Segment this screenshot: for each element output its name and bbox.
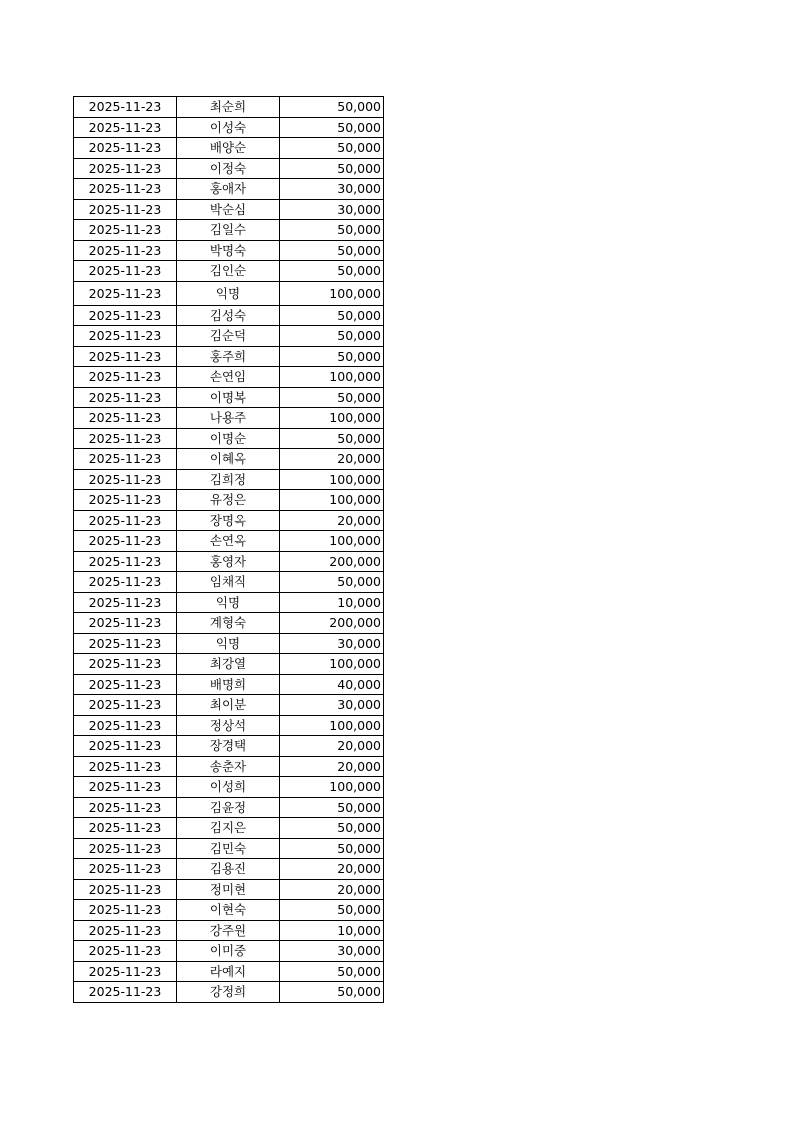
- amount-cell: 20,000: [280, 736, 384, 757]
- table-row: [74, 117, 384, 138]
- date-cell: 2025-11-23: [74, 572, 177, 593]
- amount-cell: 50,000: [280, 305, 384, 326]
- table-row: [74, 240, 384, 261]
- name-cell: 이미중: [177, 941, 280, 962]
- amount-cell: 50,000: [280, 961, 384, 982]
- name-cell: 이성숙: [177, 117, 280, 138]
- name-cell: 라예지: [177, 961, 280, 982]
- date-cell: 2025-11-23: [74, 941, 177, 962]
- amount-cell: 50,000: [280, 261, 384, 282]
- amount-cell: 30,000: [280, 179, 384, 200]
- name-cell: 김희정: [177, 469, 280, 490]
- amount-cell: 20,000: [280, 510, 384, 531]
- table-row: [74, 674, 384, 695]
- name-cell: 익명: [177, 592, 280, 613]
- date-cell: 2025-11-23: [74, 982, 177, 1003]
- name-cell: 김윤정: [177, 797, 280, 818]
- date-cell: 2025-11-23: [74, 117, 177, 138]
- date-cell: 2025-11-23: [74, 367, 177, 388]
- name-cell: 박순심: [177, 199, 280, 220]
- name-cell: 이명복: [177, 387, 280, 408]
- name-cell: 김순덕: [177, 326, 280, 347]
- amount-cell: 50,000: [280, 158, 384, 179]
- donation-table: [73, 96, 384, 1003]
- amount-cell: 40,000: [280, 674, 384, 695]
- name-cell: 이현숙: [177, 900, 280, 921]
- amount-cell: 100,000: [280, 281, 384, 305]
- date-cell: 2025-11-23: [74, 97, 177, 118]
- date-cell: 2025-11-23: [74, 199, 177, 220]
- amount-cell: 200,000: [280, 613, 384, 634]
- amount-cell: 100,000: [280, 531, 384, 552]
- date-cell: 2025-11-23: [74, 961, 177, 982]
- amount-cell: 30,000: [280, 941, 384, 962]
- amount-cell: 50,000: [280, 838, 384, 859]
- name-cell: 배양순: [177, 138, 280, 159]
- date-cell: 2025-11-23: [74, 138, 177, 159]
- amount-cell: 30,000: [280, 695, 384, 716]
- table-row: [74, 592, 384, 613]
- amount-cell: 200,000: [280, 551, 384, 572]
- name-cell: 홍영자: [177, 551, 280, 572]
- table-row: [74, 158, 384, 179]
- name-cell: 계형숙: [177, 613, 280, 634]
- table-row: [74, 469, 384, 490]
- amount-cell: 50,000: [280, 117, 384, 138]
- table-body: [74, 97, 384, 1003]
- table-row: [74, 179, 384, 200]
- amount-cell: 20,000: [280, 879, 384, 900]
- date-cell: 2025-11-23: [74, 220, 177, 241]
- table-row: [74, 531, 384, 552]
- date-cell: 2025-11-23: [74, 531, 177, 552]
- date-cell: 2025-11-23: [74, 305, 177, 326]
- date-cell: 2025-11-23: [74, 326, 177, 347]
- date-cell: 2025-11-23: [74, 158, 177, 179]
- table-row: [74, 367, 384, 388]
- name-cell: 정미현: [177, 879, 280, 900]
- date-cell: 2025-11-23: [74, 797, 177, 818]
- amount-cell: 50,000: [280, 797, 384, 818]
- name-cell: 최이분: [177, 695, 280, 716]
- table-row: [74, 305, 384, 326]
- amount-cell: 100,000: [280, 654, 384, 675]
- name-cell: 최강열: [177, 654, 280, 675]
- date-cell: 2025-11-23: [74, 736, 177, 757]
- table-row: [74, 408, 384, 429]
- date-cell: 2025-11-23: [74, 179, 177, 200]
- date-cell: 2025-11-23: [74, 510, 177, 531]
- date-cell: 2025-11-23: [74, 449, 177, 470]
- date-cell: 2025-11-23: [74, 879, 177, 900]
- table-row: [74, 261, 384, 282]
- date-cell: 2025-11-23: [74, 777, 177, 798]
- name-cell: 익명: [177, 281, 280, 305]
- table-row: [74, 613, 384, 634]
- amount-cell: 50,000: [280, 387, 384, 408]
- amount-cell: 10,000: [280, 920, 384, 941]
- table-row: [74, 859, 384, 880]
- table-row: [74, 551, 384, 572]
- table-row: [74, 777, 384, 798]
- amount-cell: 20,000: [280, 756, 384, 777]
- table-row: [74, 490, 384, 511]
- date-cell: 2025-11-23: [74, 838, 177, 859]
- table-row: [74, 736, 384, 757]
- amount-cell: 100,000: [280, 490, 384, 511]
- name-cell: 장경택: [177, 736, 280, 757]
- table-row: [74, 387, 384, 408]
- date-cell: 2025-11-23: [74, 281, 177, 305]
- amount-cell: 30,000: [280, 633, 384, 654]
- table-row: [74, 449, 384, 470]
- amount-cell: 100,000: [280, 777, 384, 798]
- name-cell: 임채직: [177, 572, 280, 593]
- table-row: [74, 900, 384, 921]
- table-row: [74, 838, 384, 859]
- table-row: [74, 510, 384, 531]
- date-cell: 2025-11-23: [74, 633, 177, 654]
- amount-cell: 50,000: [280, 138, 384, 159]
- table-row: [74, 346, 384, 367]
- amount-cell: 50,000: [280, 326, 384, 347]
- name-cell: 손연옥: [177, 531, 280, 552]
- table-row: [74, 982, 384, 1003]
- name-cell: 박명숙: [177, 240, 280, 261]
- date-cell: 2025-11-23: [74, 490, 177, 511]
- name-cell: 최순희: [177, 97, 280, 118]
- date-cell: 2025-11-23: [74, 240, 177, 261]
- date-cell: 2025-11-23: [74, 469, 177, 490]
- name-cell: 이정숙: [177, 158, 280, 179]
- table-row: [74, 756, 384, 777]
- table-row: [74, 961, 384, 982]
- amount-cell: 50,000: [280, 428, 384, 449]
- amount-cell: 100,000: [280, 715, 384, 736]
- table-row: [74, 797, 384, 818]
- date-cell: 2025-11-23: [74, 592, 177, 613]
- table-row: [74, 97, 384, 118]
- table-row: [74, 199, 384, 220]
- name-cell: 송춘자: [177, 756, 280, 777]
- table-row: [74, 633, 384, 654]
- amount-cell: 100,000: [280, 469, 384, 490]
- table-row: [74, 920, 384, 941]
- date-cell: 2025-11-23: [74, 859, 177, 880]
- name-cell: 홍주희: [177, 346, 280, 367]
- date-cell: 2025-11-23: [74, 613, 177, 634]
- date-cell: 2025-11-23: [74, 756, 177, 777]
- table-row: [74, 654, 384, 675]
- date-cell: 2025-11-23: [74, 818, 177, 839]
- table-row: [74, 572, 384, 593]
- table-row: [74, 326, 384, 347]
- name-cell: 장명옥: [177, 510, 280, 531]
- name-cell: 김성숙: [177, 305, 280, 326]
- name-cell: 배명희: [177, 674, 280, 695]
- table-row: [74, 715, 384, 736]
- table-row: [74, 695, 384, 716]
- name-cell: 이성희: [177, 777, 280, 798]
- amount-cell: 30,000: [280, 199, 384, 220]
- amount-cell: 10,000: [280, 592, 384, 613]
- date-cell: 2025-11-23: [74, 674, 177, 695]
- name-cell: 홍애자: [177, 179, 280, 200]
- name-cell: 김용진: [177, 859, 280, 880]
- name-cell: 정상석: [177, 715, 280, 736]
- amount-cell: 50,000: [280, 97, 384, 118]
- name-cell: 익명: [177, 633, 280, 654]
- amount-cell: 50,000: [280, 220, 384, 241]
- amount-cell: 50,000: [280, 982, 384, 1003]
- table-row: [74, 138, 384, 159]
- date-cell: 2025-11-23: [74, 428, 177, 449]
- table-row: [74, 879, 384, 900]
- name-cell: 김일수: [177, 220, 280, 241]
- name-cell: 손연임: [177, 367, 280, 388]
- name-cell: 나용주: [177, 408, 280, 429]
- date-cell: 2025-11-23: [74, 551, 177, 572]
- table-row: [74, 941, 384, 962]
- date-cell: 2025-11-23: [74, 920, 177, 941]
- name-cell: 강정희: [177, 982, 280, 1003]
- date-cell: 2025-11-23: [74, 387, 177, 408]
- name-cell: 이혜옥: [177, 449, 280, 470]
- name-cell: 김민숙: [177, 838, 280, 859]
- amount-cell: 50,000: [280, 346, 384, 367]
- table-row: [74, 220, 384, 241]
- date-cell: 2025-11-23: [74, 695, 177, 716]
- date-cell: 2025-11-23: [74, 715, 177, 736]
- amount-cell: 50,000: [280, 572, 384, 593]
- amount-cell: 100,000: [280, 408, 384, 429]
- name-cell: 강주원: [177, 920, 280, 941]
- name-cell: 김지은: [177, 818, 280, 839]
- amount-cell: 100,000: [280, 367, 384, 388]
- date-cell: 2025-11-23: [74, 900, 177, 921]
- date-cell: 2025-11-23: [74, 261, 177, 282]
- amount-cell: 20,000: [280, 859, 384, 880]
- amount-cell: 20,000: [280, 449, 384, 470]
- name-cell: 김인순: [177, 261, 280, 282]
- table-row: [74, 428, 384, 449]
- date-cell: 2025-11-23: [74, 408, 177, 429]
- amount-cell: 50,000: [280, 900, 384, 921]
- table-row: [74, 281, 384, 305]
- date-cell: 2025-11-23: [74, 346, 177, 367]
- amount-cell: 50,000: [280, 818, 384, 839]
- date-cell: 2025-11-23: [74, 654, 177, 675]
- name-cell: 유정은: [177, 490, 280, 511]
- table-row: [74, 818, 384, 839]
- name-cell: 이명순: [177, 428, 280, 449]
- amount-cell: 50,000: [280, 240, 384, 261]
